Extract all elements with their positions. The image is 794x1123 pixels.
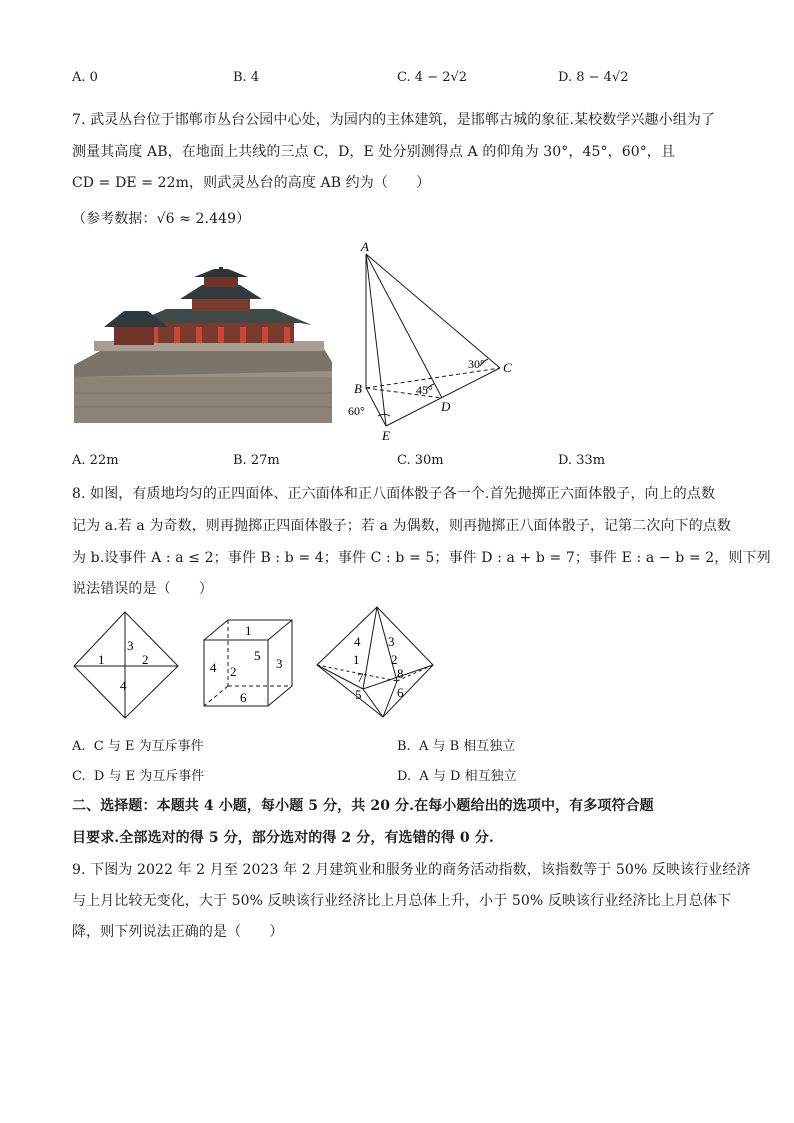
label-a: A: [361, 239, 369, 254]
q9-line-1: 9. 下图为 2022 年 2 月至 2023 年 2 月建筑业和服务业的商务活动指数，该指数等于 50% 反映该行业经济: [72, 862, 751, 878]
q8-option-a: A. C 与 E 为互斥事件: [72, 739, 204, 754]
cube-face-back: 5: [254, 648, 261, 663]
label-d: D: [441, 399, 451, 414]
q7-option-d: D. 33m: [558, 453, 606, 468]
q8-option-d: D. A 与 D 相互独立: [397, 769, 517, 784]
q7-option-c: C. 30m: [397, 453, 444, 468]
arc-60: [378, 414, 390, 416]
q9-line-2: 与上月比较无变化，大于 50% 反映该行业经济比上月总体上升，小于 50% 反映该行业经济比上月总体下: [72, 893, 732, 909]
q7-line-2: 测量其高度 AB，在地面上共线的三点 C，D，E 处分别测得点 A 的仰角为 30°，45°，60°，且: [72, 144, 676, 160]
tetra-face-1: 3: [127, 638, 134, 653]
q8-line-4: 说法错误的是（ ）: [72, 581, 213, 597]
q8-option-b: B. A 与 B 相互独立: [397, 739, 516, 754]
octa-face-8: 8: [397, 666, 404, 681]
q8-line-2: 记为 a.若 a 为奇数，则再抛掷正四面体骰子；若 a 为偶数，则再抛掷正八面体骰子，记第二次向下的点数: [72, 518, 731, 534]
octa-face-2: 2: [391, 652, 398, 667]
tetrahedron-die-figure: [70, 608, 182, 720]
q8-line-3: 为 b.设事件 A : a ≤ 2；事件 B : b = 4；事件 C : b = 5；事件 D : a + b = 7；事件 E : a − b = 2，则下列: [72, 550, 771, 566]
q7-line-3: CD = DE = 22m，则武灵丛台的高度 AB 约为（ ）: [72, 175, 431, 191]
section-2-heading-line-1: 二、选择题：本题共 4 小题，每小题 5 分，共 20 分.在每小题给出的选项中，有多项符合题: [72, 798, 654, 814]
cube-die-figure: [198, 616, 298, 712]
octa-face-7: 7: [357, 670, 364, 685]
q9-line-3: 降，则下列说法正确的是（ ）: [72, 924, 284, 940]
q7-option-b: B. 27m: [233, 453, 280, 468]
q8-line-1: 8. 如图，有质地均匀的正四面体、正六面体和正八面体骰子各一个.首先抛掷正六面体骰子，向上的点数: [72, 486, 716, 502]
cube-face-right: 3: [276, 656, 283, 671]
octa-face-3: 3: [388, 634, 395, 649]
cube-face-top: 1: [245, 623, 252, 638]
congtai-tower-photo: [74, 267, 332, 423]
q6-option-d: D. 8 − 4√2: [558, 70, 629, 85]
section-2-heading-line-2: 目要求.全部选对的得 5 分，部分选对的得 2 分，有选错的得 0 分.: [72, 830, 494, 846]
q6-option-b: B. 4: [233, 70, 260, 85]
edge-ae: [366, 254, 386, 426]
label-angle-30: 30°: [468, 357, 485, 371]
cube-face-bottom: 6: [240, 690, 247, 705]
q7-line-1: 7. 武灵丛台位于邯郸市丛台公园中心处，为园内的主体建筑，是邯郸古城的象征.某校数学兴趣小组为了: [72, 112, 716, 128]
tetra-face-4: 4: [120, 678, 127, 693]
edge-be: [366, 388, 386, 426]
label-e: E: [382, 428, 390, 443]
cube-face-front: 4: [210, 660, 217, 675]
octa-face-5: 5: [355, 687, 362, 702]
octa-face-4: 4: [354, 634, 361, 649]
octa-face-1: 1: [353, 652, 360, 667]
label-angle-45: 45°: [416, 383, 433, 397]
cube-face-left: 2: [230, 664, 237, 679]
q7-option-a: A. 22m: [72, 453, 119, 468]
edge-ac: [366, 254, 500, 368]
tetra-face-2: 1: [98, 652, 105, 667]
edge-ad: [366, 254, 442, 398]
label-b: B: [354, 381, 362, 396]
q6-option-c: C. 4 − 2√2: [397, 70, 468, 85]
q7-pyramid-figure: [340, 238, 530, 443]
q8-option-c: C. D 与 E 为互斥事件: [72, 769, 205, 784]
tetra-face-3: 2: [142, 652, 149, 667]
q6-option-a: A. 0: [72, 70, 98, 85]
octahedron-die-figure: [313, 603, 439, 721]
label-angle-60: 60°: [348, 404, 365, 418]
octa-face-6: 6: [397, 685, 404, 700]
q7-reference-data: （参考数据：√6 ≈ 2.449）: [72, 211, 251, 227]
label-c: C: [503, 360, 512, 375]
